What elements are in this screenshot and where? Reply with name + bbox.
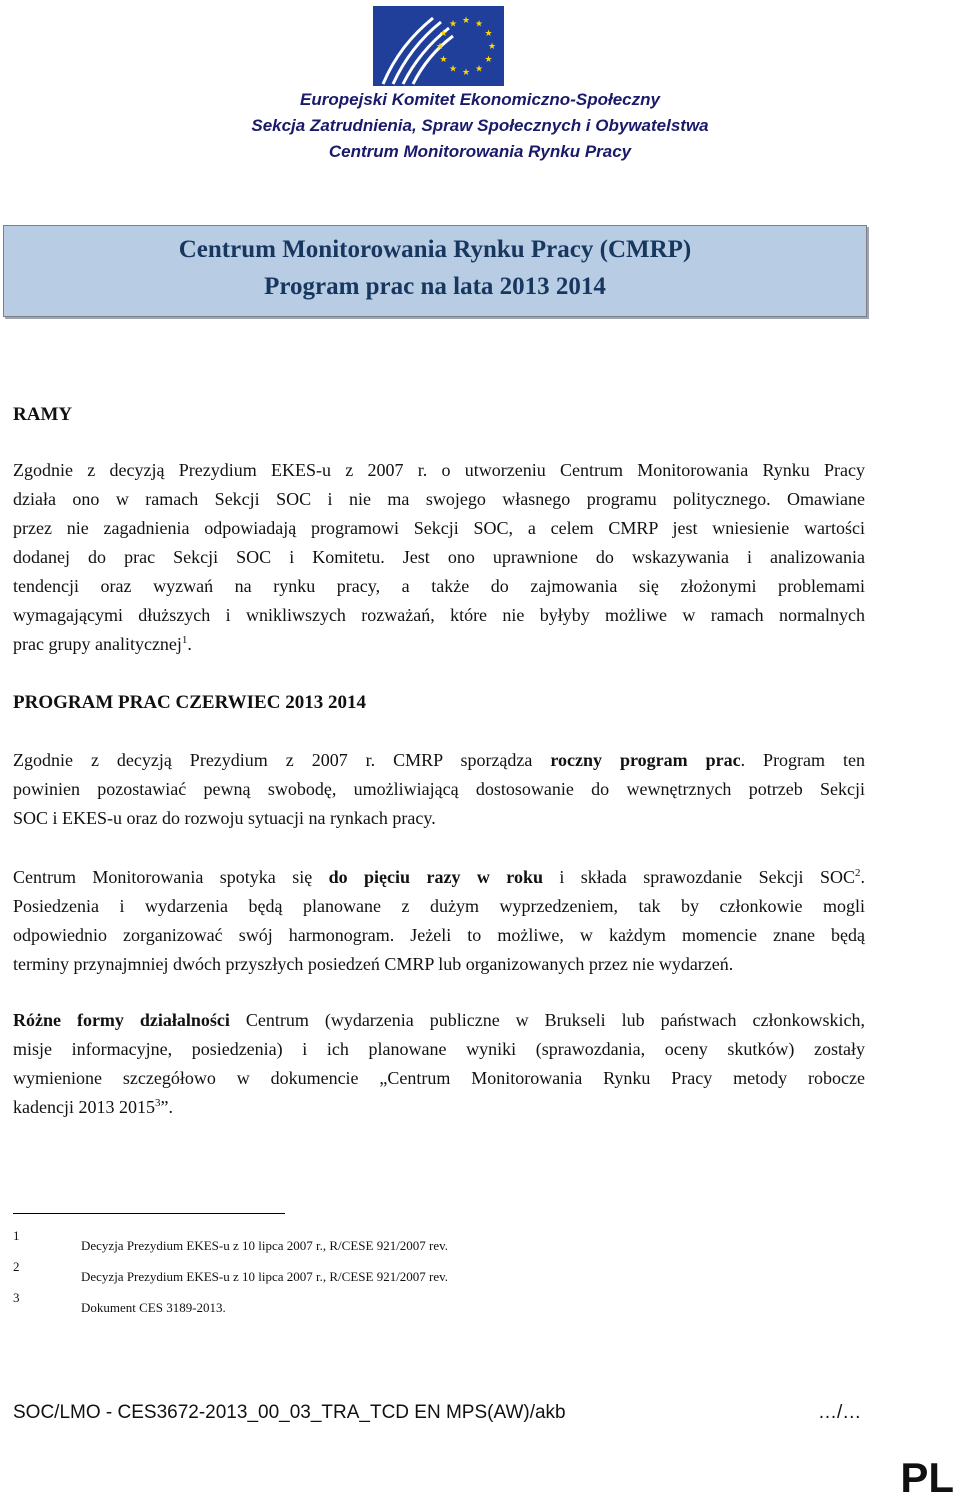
footnote-number: 3 [13, 1290, 20, 1305]
star-icon: ★ [461, 15, 471, 25]
star-icon: ★ [435, 41, 445, 51]
section-name: Sekcja Zatrudnienia, Spraw Społecznych i Obywatelstwa [251, 116, 709, 135]
document-reference: SOC/LMO - CES3672-2013_00_03_TRA_TCD EN MPS(AW)/akb [13, 1402, 566, 1423]
text-line: Posiedzenia i wydarzenia będą planowane z dużym wyprzedzeniem, tak by członkowie mogli [13, 896, 865, 916]
star-icon: ★ [439, 28, 448, 38]
text-line: działa ono w ramach Sekcji SOC i nie ma swojego własnego programu politycznego. Omawiane [13, 489, 865, 509]
footnote-number: 2 [13, 1259, 20, 1274]
text-line: kadencji 2013 2015$^3$”. [13, 1097, 173, 1117]
document-subtitle: Program prac na lata 2013 2014 [264, 273, 606, 300]
text-line: odpowiednio zorganizować swój harmonogram. Jeżeli to możliwe, w każdym momencie znane będą [13, 925, 865, 945]
star-icon: ★ [448, 18, 458, 29]
footnote-ref-3[interactable]: 3 [154, 1097, 161, 1109]
language-code: PL [900, 1454, 954, 1501]
footnote-number: 1 [13, 1228, 20, 1243]
text-line: powinien pozostawiać pewną swobodę, umożliwiającą dostosowanie do wewnętrznych potrzeb Sekcji [13, 779, 865, 799]
paragraph-program-3 [13, 1006, 865, 1122]
document-title: Centrum Monitorowania Rynku Pracy (CMRP) [178, 236, 692, 263]
star-icon: ★ [439, 54, 448, 64]
star-icon: ★ [484, 54, 493, 64]
observatory-name: Centrum Monitorowania Rynku Pracy [328, 142, 632, 161]
footnote-separator [13, 1213, 285, 1214]
section-heading-ramy: RAMY [13, 404, 73, 425]
text-line: przez nie zagadnienia odpowiadają programowi Sekcji SOC, a celem CMRP jest wniesienie wartości [13, 518, 865, 538]
eesc-logo-icon [373, 6, 504, 86]
footnote-text: Dokument CES 3189-2013. [81, 1300, 226, 1315]
paragraph-program-1 [13, 746, 865, 833]
text-line: tendencji oraz wyzwań na rynku pracy, a także do zajmowania się złożonymi problemami [13, 576, 865, 596]
footnote-text: Decyzja Prezydium EKES-u z 10 lipca 2007 r., R/CESE 921/2007 rev. [81, 1269, 449, 1284]
star-icon: ★ [474, 18, 484, 29]
text-line: Zgodnie z decyzją Prezydium z 2007 r. CMRP sporządza roczny program prac. Program ten [13, 750, 865, 770]
text-line: Centrum Monitorowania spotyka się do pięciu razy w roku i składa sprawozdanie Sekcji SOC$^2$. [13, 867, 865, 887]
text-line: dodanej do prac Sekcji SOC i Komitetu. Jest ono uprawnione do wskazywania i analizowania [13, 547, 865, 567]
org-name: Europejski Komitet Ekonomiczno-Społeczny [300, 90, 660, 109]
footnote-ref-2[interactable]: 2 [855, 867, 861, 879]
star-icon: ★ [487, 41, 497, 51]
star-icon: ★ [448, 63, 458, 74]
star-icon: ★ [474, 63, 484, 74]
text-line: misje informacyjne, posiedzenia) i ich planowane wyniki (sprawozdania, oceny skutków) zostały [13, 1039, 865, 1059]
text-line: Różne formy działalności Centrum (wydarzenia publiczne w Brukseli lub państwach członkowskich, [13, 1010, 865, 1030]
footnote-text: Decyzja Prezydium EKES-u z 10 lipca 2007 r., R/CESE 921/2007 rev. [81, 1238, 449, 1253]
continuation-mark: …/… [818, 1402, 862, 1423]
star-icon: ★ [484, 28, 493, 38]
text-line: prac grupy analitycznej$^1$. [13, 634, 192, 654]
text-line: wymagającymi dłuższych i wnikliwszych rozważań, które nie byłyby możliwe w ramach normalnych [13, 605, 865, 625]
footnote-ref-1[interactable]: 1 [181, 634, 188, 646]
paragraph-ramy [13, 456, 865, 659]
text-line: terminy przynajmniej dwóch przyszłych posiedzeń CMRP lub organizowanych przez nie wydarzeń. [13, 954, 734, 974]
section-heading-program: PROGRAM PRAC CZERWIEC 2013 2014 [13, 692, 366, 713]
text-line: SOC i EKES-u oraz do rozwoju sytuacji na rynkach pracy. [13, 808, 436, 828]
title-box [3, 225, 867, 317]
star-icon: ★ [461, 67, 471, 77]
text-line: Zgodnie z decyzją Prezydium EKES-u z 2007 r. o utworzeniu Centrum Monitorowania Rynku Pracy [13, 460, 865, 480]
paragraph-program-2 [13, 863, 865, 979]
text-line: wymienione szczegółowo w dokumencie „Centrum Monitorowania Rynku Pracy metody robocze [13, 1068, 865, 1088]
